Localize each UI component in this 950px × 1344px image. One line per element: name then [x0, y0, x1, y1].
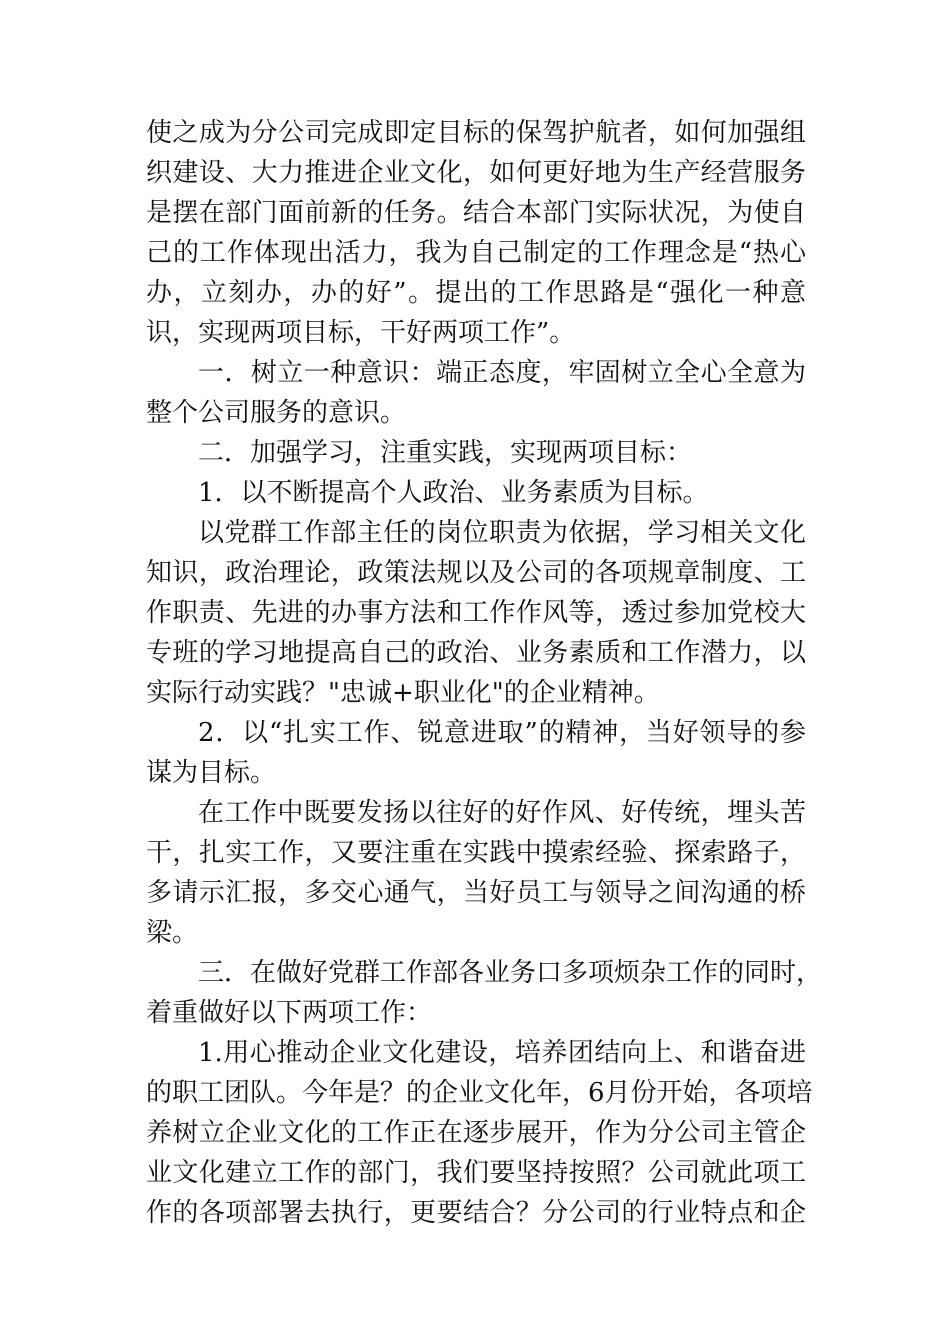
- text-line: 三．在做好党群工作部各业务口多项烦杂工作的同时，: [198, 958, 823, 988]
- text-line: 以党群工作部主任的岗位职责为依据，学习相关文化: [198, 518, 806, 548]
- text-line: 2．以“扎实工作、锐意进取”的精神，当好领导的参: [198, 718, 806, 748]
- text-line: 一．树立一种意识：端正态度，牢固树立全心全意为: [198, 358, 806, 388]
- document-body-text: [146, 113, 823, 1233]
- text-line: 多请示汇报，多交心通气，当好员工与领导之间沟通的桥: [146, 878, 806, 908]
- text-line: 业文化建立工作的部门，我们要坚持按照？公司就此项工: [146, 1158, 806, 1188]
- text-line: 整个公司服务的意识。: [146, 398, 407, 428]
- text-line: 谋为目标。: [146, 758, 277, 788]
- text-line: 二．加强学习，注重实践，实现两项目标：: [198, 438, 693, 468]
- text-line: 办，立刻办，办的好”。提出的工作思路是“强化一种意: [146, 278, 806, 308]
- text-line: 在工作中既要发扬以往好的好作风、好传统，埋头苦: [198, 798, 806, 828]
- text-line: 是摆在部门面前新的任务。结合本部门实际状况，为使自: [146, 198, 806, 228]
- text-line: 干，扎实工作，又要注重在实践中摸索经验、探索路子，: [146, 838, 806, 868]
- text-line: 知识，政治理论，政策法规以及公司的各项规章制度、工: [146, 558, 806, 588]
- text-line: 专班的学习地提高自己的政治、业务素质和工作潜力，以: [146, 638, 806, 668]
- text-line: 着重做好以下两项工作：: [146, 998, 433, 1028]
- text-line: 作的各项部署去执行，更要结合？分公司的行业特点和企: [146, 1198, 806, 1228]
- text-line: 1．以不断提高个人政治、业务素质为目标。: [198, 478, 709, 508]
- text-line: 识，实现两项目标，干好两项工作”。: [146, 318, 576, 348]
- text-line: 梁。: [146, 918, 199, 948]
- text-line: 作职责、先进的办事方法和工作作风等，透过参加党校大: [146, 598, 806, 628]
- text-line: 己的工作体现出活力，我为自己制定的工作理念是“热心: [146, 238, 806, 268]
- text-line: 1.用心推动企业文化建设，培养团结向上、和谐奋进: [198, 1038, 806, 1068]
- text-line: 的职工团队。今年是？的企业文化年，6月份开始，各项培: [146, 1078, 813, 1108]
- text-line: 使之成为分公司完成即定目标的保驾护航者，如何加强组: [146, 118, 806, 148]
- text-line: 养树立企业文化的工作正在逐步展开，作为分公司主管企: [146, 1118, 806, 1148]
- text-line: 实际行动实践？"忠诚+职业化"的企业精神。: [146, 678, 660, 708]
- text-line: 织建设、大力推进企业文化，如何更好地为生产经营服务: [146, 158, 806, 188]
